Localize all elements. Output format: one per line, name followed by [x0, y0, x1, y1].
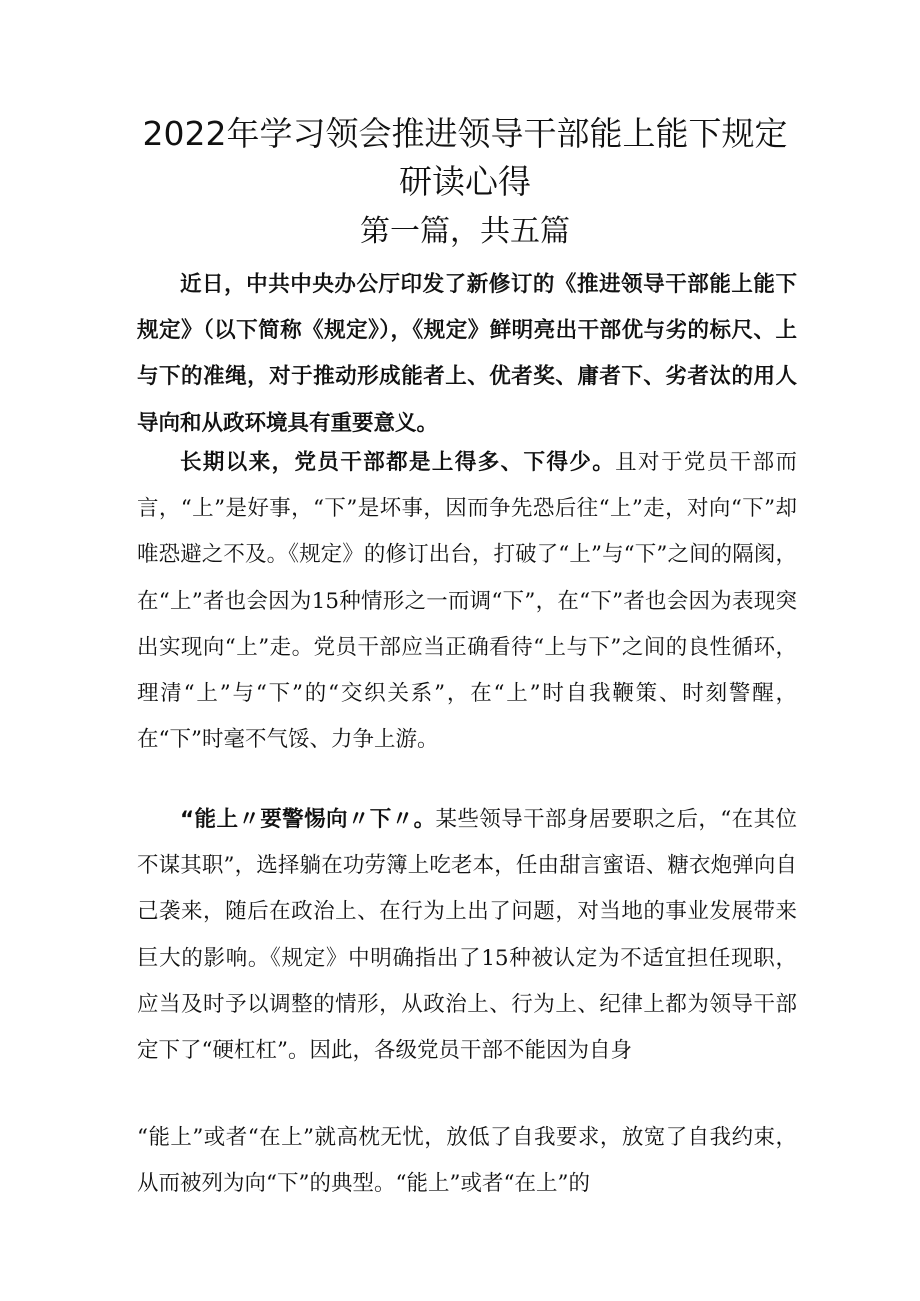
- paragraph-continuation: “能上”或者“在上”就高枕无忧，放低了自我要求，放宽了自我约束，从而被列为向“下”的典型。“能上”或者“在上”的: [137, 1125, 797, 1197]
- paragraph-up-and-down: [137, 440, 797, 763]
- paragraph-intro: 近日，中共中央办公厅印发了新修订的《推进领导干部能上能下规定》（以下简称《规定》），《规定》鲜明亮出干部优与劣的标尺、上与下的准绳，对于推动形成能者上、优者奖、庸者下、劣者汰的用人导向和从政环境具有重要意义。: [137, 272, 797, 436]
- document-subtitle: 第一篇，共五篇: [360, 214, 570, 249]
- paragraph-body: 且对于党员干部而言，“上”是好事，“下”是坏事，因而争先恐后往“上”走，对向“下”却唯恐避之不及。《规定》的修订出台，打破了“上”与“下”之间的隔阂，在“上”者也会因为15种情形之一而调“下”，在“下”者也会因为表现突出实现向“上”走。党员干部应当正确看待“上与下”之间的良性循环，理清“上”与“下”的“交织关系”，在“上”时自我鞭策、时刻警醒，在“下”时毫不气馁、力争上游。: [137, 450, 797, 753]
- paragraph-lead-sentence: “能上〃要警惕向〃下〃。: [180, 807, 436, 832]
- document-title-line-2: 研读心得: [399, 162, 531, 201]
- document-title-line-1: 2022年学习领会推进领导干部能上能下规定: [142, 114, 788, 153]
- paragraph-guard-against-down: [137, 797, 797, 1074]
- paragraph-lead-sentence: 长期以来，党员干部都是上得多、下得少。: [180, 450, 616, 475]
- paragraph-body: 某些领导干部身居要职之后，“在其位不谋其职”，选择躺在功劳簿上吃老本，任由甜言蜜语、糖衣炮弹向自己袭来，随后在政治上、在行为上出了问题，对当地的事业发展带来巨大的影响。《规定》中明确指出了15种被认定为不适宜担任现职，应当及时予以调整的情形，从政治上、行为上、纪律上都为领导干部定下了“硬杠杠”。因此，各级党员干部不能因为自身: [137, 807, 797, 1064]
